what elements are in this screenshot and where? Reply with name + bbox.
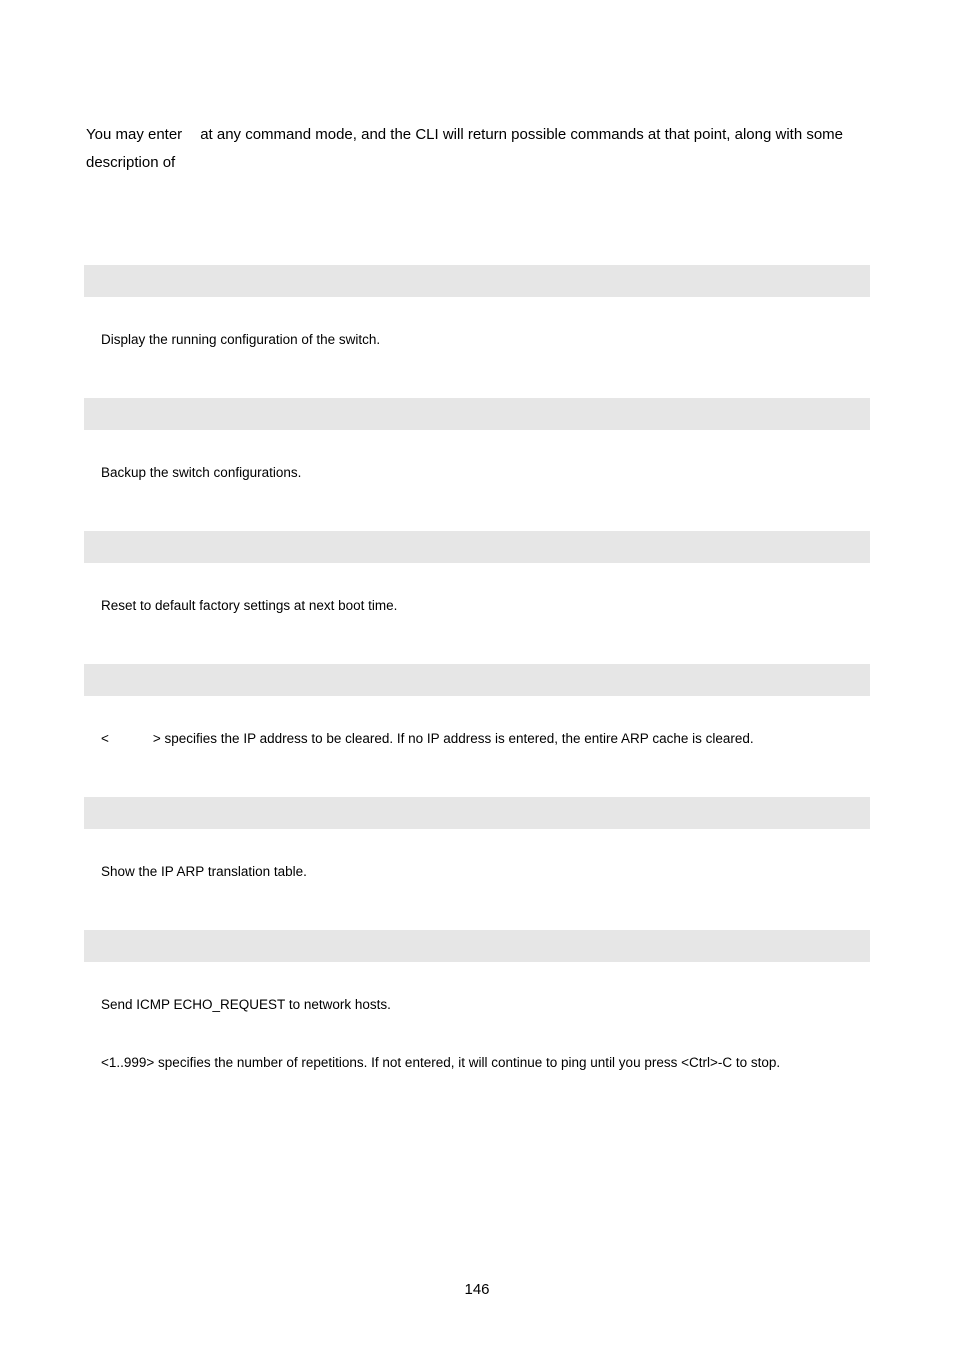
page-number: 146 bbox=[464, 1281, 490, 1298]
command-note-6: <1..999> specifies the number of repetitions. If not entered, it will continue to ping until you press <Ctrl>-C to stop. bbox=[101, 1055, 781, 1070]
command-syntax-bar-5 bbox=[84, 797, 870, 829]
command-syntax-bar-1 bbox=[84, 265, 870, 297]
command-syntax-bar-6 bbox=[84, 930, 870, 962]
description-rest: > specifies the IP address to be cleared. If no IP address is entered, the entire ARP cache is cleared. bbox=[152, 731, 754, 746]
command-description-5: Show the IP ARP translation table. bbox=[101, 864, 307, 879]
command-description-2: Backup the switch configurations. bbox=[101, 465, 302, 480]
command-description-4 bbox=[101, 730, 754, 748]
command-description-1: Display the running configuration of the switch. bbox=[101, 332, 381, 347]
command-syntax-bar-4 bbox=[84, 664, 870, 696]
intro-text-part2: at any command mode, and the CLI will return possible commands at that point, along with some description of bbox=[86, 126, 844, 171]
intro-paragraph bbox=[86, 121, 876, 177]
command-description-6: Send ICMP ECHO_REQUEST to network hosts. bbox=[101, 997, 391, 1012]
command-description-3: Reset to default factory settings at next boot time. bbox=[101, 598, 398, 613]
command-syntax-bar-2 bbox=[84, 398, 870, 430]
description-open-bracket: < bbox=[101, 731, 109, 746]
intro-text-part1: You may enter bbox=[86, 126, 183, 143]
command-syntax-bar-3 bbox=[84, 531, 870, 563]
